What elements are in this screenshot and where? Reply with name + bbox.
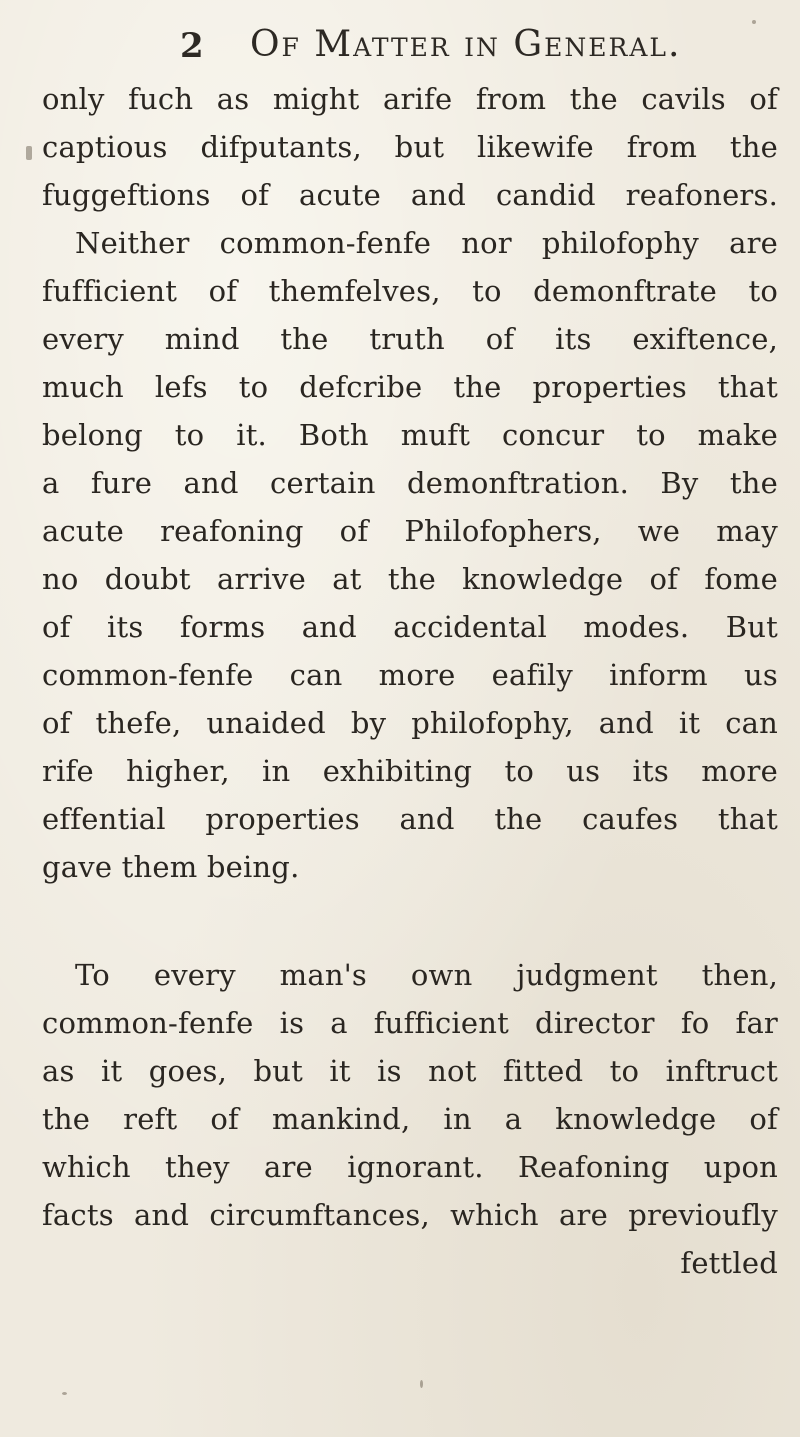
page-number: 2 — [180, 26, 204, 66]
paper-blemish — [62, 1392, 67, 1395]
text-line: no doubt arrive at the knowledge of fome — [42, 562, 778, 596]
text-line: To every man's own judgment then, — [75, 958, 778, 992]
text-line: only fuch as might arife from the cavils of — [42, 82, 778, 116]
text-line: fuggeftions of acute and candid reafoners. — [42, 178, 778, 212]
paragraph — [42, 75, 778, 891]
text-line: captious difputants, but likewife from the — [42, 130, 778, 164]
text-line: facts and circumftances, which are previoufly — [42, 1198, 778, 1232]
text-line: acute reafoning of Philofophers, we may — [42, 514, 778, 548]
body-text — [42, 75, 778, 1287]
page-header — [0, 20, 800, 80]
text-line: of thefe, unaided by philofophy, and it can — [42, 706, 778, 740]
text-line: belong to it. Both muft concur to make — [42, 418, 778, 452]
text-line: of its forms and accidental modes. But — [42, 610, 778, 644]
text-line: Neither common-fenfe nor philofophy are — [75, 226, 778, 260]
text-line: the reft of mankind, in a knowledge of — [42, 1102, 778, 1136]
text-line: common-fenfe can more eafily inform us — [42, 658, 778, 692]
text-line: a fure and certain demonftration. By the — [42, 466, 778, 500]
text-line: every mind the truth of its exiftence, — [42, 322, 778, 356]
paragraph — [42, 951, 778, 1287]
text-line: as it goes, but it is not fitted to inftruct — [42, 1054, 778, 1088]
paper-blemish — [752, 20, 756, 24]
paragraph-spacer — [42, 891, 778, 951]
text-line: effential properties and the caufes that — [42, 802, 778, 836]
text-line: common-fenfe is a fufficient director fo far — [42, 1006, 778, 1040]
text-line: much lefs to defcribe the properties that — [42, 370, 778, 404]
paper-blemish — [420, 1380, 423, 1388]
catchword: fettled — [680, 1246, 778, 1280]
text-line: which they are ignorant. Reafoning upon — [42, 1150, 778, 1184]
running-head: Of Matter in General. — [250, 24, 682, 65]
paper-blemish — [26, 146, 32, 160]
text-line: fufficient of themfelves, to demonftrate to — [42, 274, 778, 308]
text-line: rife higher, in exhibiting to us its more — [42, 754, 778, 788]
text-line: gave them being. — [42, 850, 300, 884]
